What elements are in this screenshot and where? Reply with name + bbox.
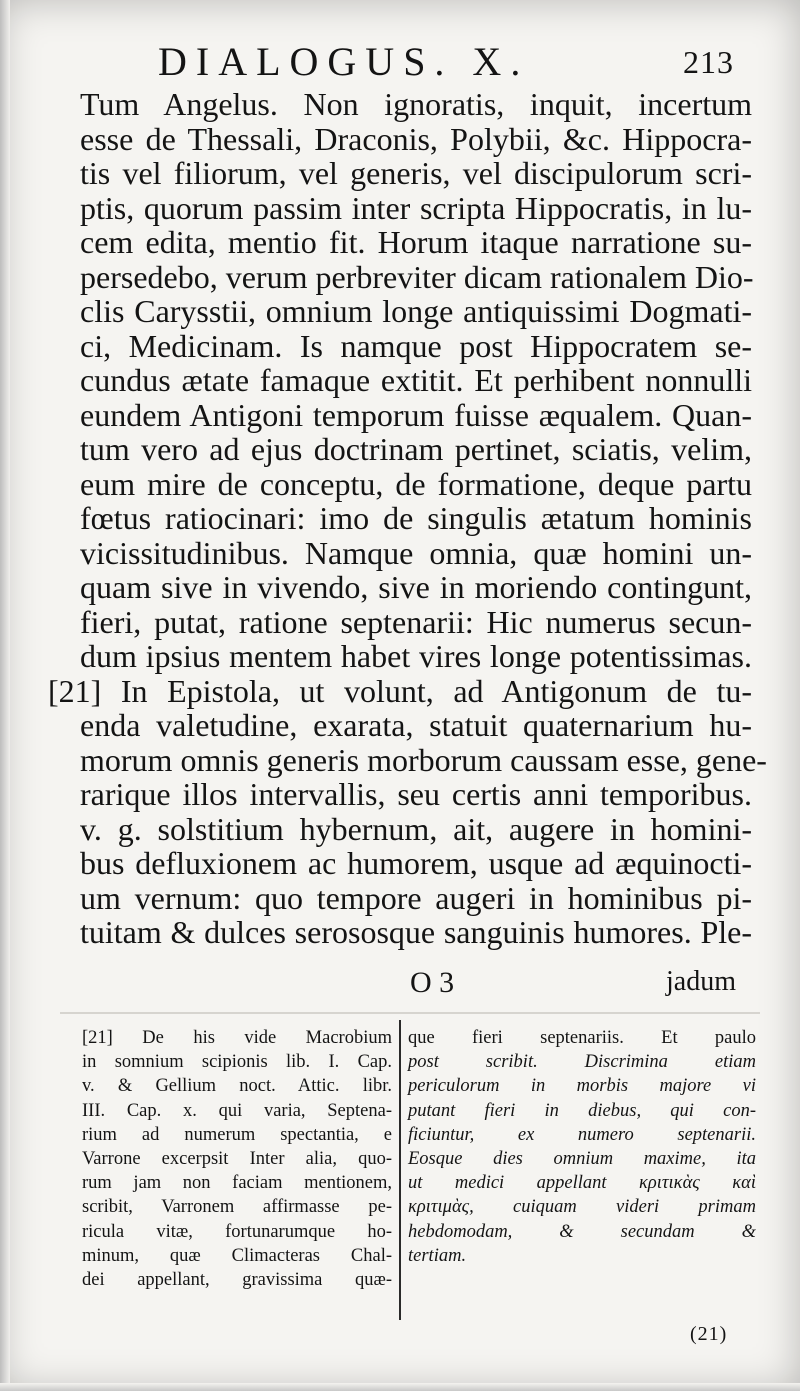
footnote-line: scribit, Varronem affirmasse pe- xyxy=(82,1197,392,1218)
footnote-line: periculorum in morbis majore vi xyxy=(408,1076,756,1097)
footnote-column-left xyxy=(82,1026,392,1292)
body-line: Tum Angelus. Non ignoratis, inquit, incertum xyxy=(80,86,752,122)
footnote-line: post scribit. Discrimina etiam xyxy=(408,1052,756,1073)
body-line: rarique illos intervallis, seu certis anni temporibus. xyxy=(80,776,752,812)
body-line: tuitam & dulces serososque sanguinis humores. Ple- xyxy=(80,914,752,950)
footnote-line: Varrone excerpsit Inter alia, quo- xyxy=(82,1149,392,1170)
body-line: ptis, quorum passim inter scripta Hippocratis, in lu- xyxy=(80,189,752,226)
footnote-line: ricula vitæ, fortunarumque ho- xyxy=(82,1221,392,1242)
footnote-line: ut medici appellant κριτικὰς καὶ xyxy=(408,1173,756,1194)
footnote-line: rum jam non faciam mentionem, xyxy=(82,1173,392,1194)
footnote-line: Eosque dies omnium maxime, ita xyxy=(408,1149,756,1170)
footnote-line: putant fieri in diebus, qui con- xyxy=(408,1100,756,1121)
body-line: eum mire de conceptu, de formatione, deque partu xyxy=(80,465,752,502)
footnote-separator xyxy=(60,1012,760,1014)
footnote-line: ficiuntur, ex numero septenarii. xyxy=(408,1124,756,1145)
footnote-line: minum, quæ Climacteras Chal- xyxy=(82,1245,392,1266)
body-line: [21] In Epistola, ut volunt, ad Antigonum de tu- xyxy=(48,672,752,709)
body-line: morum omnis generis morborum caussam esse, gene- xyxy=(80,741,767,778)
footnote-line: [21] De his vide Macrobium xyxy=(82,1028,392,1048)
body-line: fœtus ratiocinari: imo de singulis ætatum hominis xyxy=(80,500,752,536)
body-line: cem edita, mentio fit. Horum itaque narratione su- xyxy=(80,224,752,260)
running-title: DIALOGUS. X. xyxy=(158,39,530,84)
footnote-line: que fieri septenariis. Et paulo xyxy=(408,1028,756,1048)
footnote-line: in somnium scipionis lib. I. Cap. xyxy=(82,1052,392,1073)
footnote-line: hebdomodam, & secundam & xyxy=(408,1221,756,1242)
body-line: bus defluxionem ac humorem, usque ad æquinocti- xyxy=(80,845,752,881)
body-line: um vernum: quo tempore augeri in hominibus pi- xyxy=(80,879,752,916)
footnote-line: κριτιμὰς, cuiquam videri primam xyxy=(408,1197,756,1218)
body-line: tis vel filiorum, vel generis, vel discipulorum scri- xyxy=(80,155,752,191)
body-line: enda valetudine, exarata, statuit quaternarium hu- xyxy=(80,707,752,743)
footnote-column-divider xyxy=(399,1020,401,1320)
footnote-reference-bottom: (21) xyxy=(690,1323,728,1345)
page-number: 213 xyxy=(683,44,734,80)
footnote-line: III. Cap. x. qui varia, Septena- xyxy=(82,1100,392,1121)
body-line: ci, Medicinam. Is namque post Hippocratem se- xyxy=(80,327,752,364)
body-line: eundem Antigoni temporum fuisse æqualem. Quan- xyxy=(80,396,752,433)
body-line: fieri, putat, ratione septenarii: Hic numerus secun- xyxy=(80,603,752,640)
catchword: jadum xyxy=(666,966,736,997)
footnote-column-right xyxy=(408,1026,756,1268)
body-line: quam sive in vivendo, sive in moriendo contingunt, xyxy=(80,569,752,605)
body-line: vicissitudinibus. Namque omnia, quæ homini un- xyxy=(80,534,752,571)
body-line: dum ipsius mentem habet vires longe potentissimas. xyxy=(80,638,752,674)
signature-mark: O 3 xyxy=(410,966,455,999)
footnote-line: rium ad numerum spectantia, e xyxy=(82,1124,392,1145)
page-edge-shadow-bottom xyxy=(0,1383,800,1391)
body-line: clis Carysstii, omnium longe antiquissimi Dogmati- xyxy=(80,293,752,329)
body-line: cundus ætate famaque extitit. Et perhibent nonnulli xyxy=(80,362,752,398)
footnote-line: dei appellant, gravissima quæ- xyxy=(82,1270,392,1291)
body-line: persedebo, verum perbreviter dicam rationalem Dio- xyxy=(80,258,754,295)
footnote-line: v. & Gellium noct. Attic. libr. xyxy=(82,1076,392,1097)
footnote-line: tertiam. xyxy=(408,1245,467,1266)
body-line: tum vero ad ejus doctrinam pertinet, sciatis, velim, xyxy=(80,431,752,467)
page-edge-shadow xyxy=(0,0,10,1391)
body-line: esse de Thessali, Draconis, Polybii, &c. Hippocra- xyxy=(80,120,752,157)
body-line: v. g. solstitium hybernum, ait, augere in homini- xyxy=(80,810,752,847)
